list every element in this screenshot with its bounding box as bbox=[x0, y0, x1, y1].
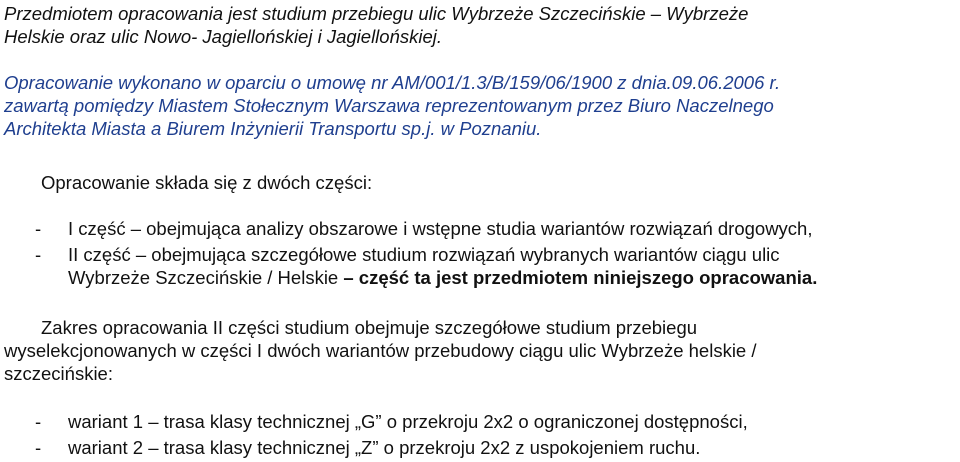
contract-line-2: zawartą pomiędzy Miastem Stołecznym Warszawa reprezentowanym przez Biuro Naczelnego bbox=[4, 95, 774, 116]
variant-list-item-2 bbox=[35, 436, 956, 459]
list-dash: - bbox=[35, 244, 42, 265]
variant-list-item-1 bbox=[35, 410, 956, 433]
paragraph-contract bbox=[4, 71, 956, 140]
part-2-plain: Wybrzeże Szczecińskie / Helskie bbox=[68, 267, 339, 288]
variant-2-text: wariant 2 – trasa klasy technicznej „Z” o przekroju 2x2 z uspokojeniem ruchu. bbox=[68, 437, 701, 458]
contract-line-3: Architekta Miasta a Biurem Inżynierii Transportu sp.j. w Poznaniu. bbox=[4, 118, 542, 139]
variant-1-text: wariant 1 – trasa klasy technicznej „G” o przekroju 2x2 o ograniczonej dostępności, bbox=[68, 411, 748, 432]
paragraph-subject bbox=[4, 2, 956, 48]
scope-line-1: Zakres opracowania II części studium obejmuje szczegółowe studium przebiegu bbox=[41, 317, 698, 338]
part-list-item-1 bbox=[35, 217, 956, 240]
list-dash: - bbox=[35, 218, 42, 239]
part-list-item-2 bbox=[35, 243, 956, 289]
part-1-text: I część – obejmująca analizy obszarowe i wstępne studia wariantów rozwiązań drogowych, bbox=[68, 218, 813, 239]
part-2-emphasis: – część ta jest przedmiotem niniejszego opracowania. bbox=[343, 267, 818, 288]
part-2-line-2 bbox=[68, 266, 956, 289]
subject-line-1: Przedmiotem opracowania jest studium przebiegu ulic Wybrzeże Szczecińskie – Wybrzeże bbox=[4, 3, 749, 24]
paragraph-composition bbox=[41, 171, 956, 194]
subject-line-2: Helskie oraz ulic Nowo- Jagiellońskiej i Jagiellońskiej. bbox=[4, 26, 443, 47]
contract-line-1: Opracowanie wykonano w oparciu o umowę nr AM/001/1.3/B/159/06/1900 z dnia.09.06.2006 r. bbox=[4, 72, 781, 93]
scope-line-3: szczecińskie: bbox=[4, 363, 113, 384]
list-dash: - bbox=[35, 411, 42, 432]
list-dash: - bbox=[35, 437, 42, 458]
part-2-line-1: II część – obejmująca szczegółowe studium rozwiązań wybranych wariantów ciągu ulic bbox=[68, 244, 780, 265]
paragraph-scope bbox=[4, 316, 956, 385]
scope-line-2: wyselekcjonowanych w części I dwóch wariantów przebudowy ciągu ulic Wybrzeże helskie / bbox=[4, 340, 757, 361]
composition-text: Opracowanie składa się z dwóch części: bbox=[41, 172, 373, 193]
